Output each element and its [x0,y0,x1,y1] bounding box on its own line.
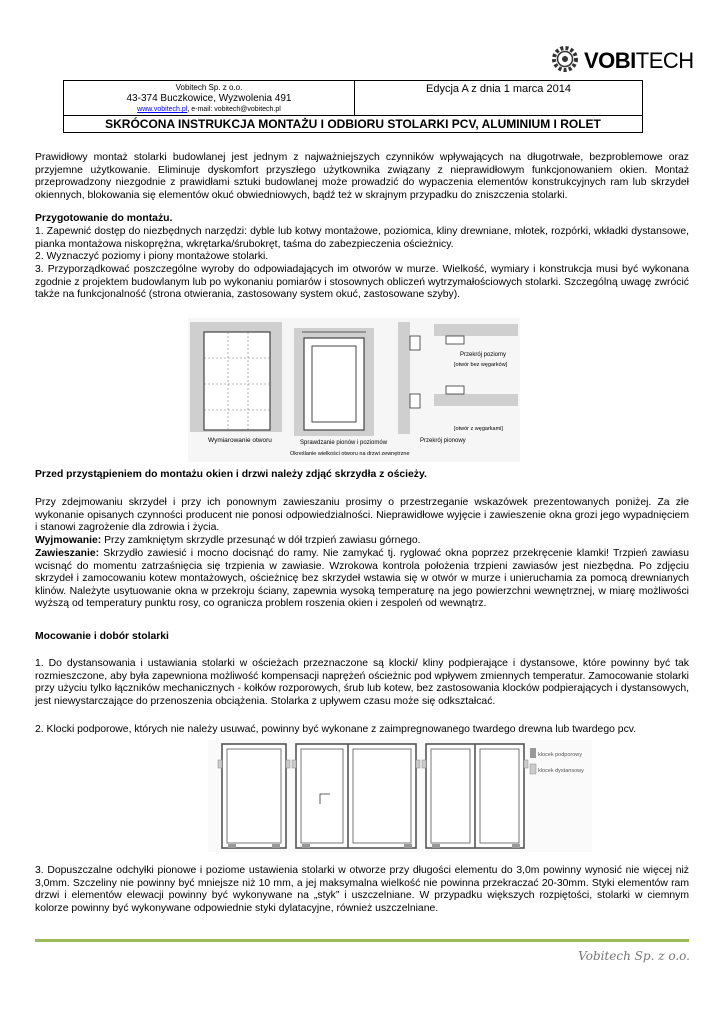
mount-heading: Mocowanie i dobór stolarki [35,631,169,642]
before-paragraph: Przy zdejmowaniu skrzydeł i przy ich ponownym zawieszaniu prosimy o przestrzeganie wskazówek prezentowanych poniżej. Za złe wykonanie opisanych czynności producent nie ponosi odpowiedzialności. Nieprawidłowe wyjęcie i zawieszenie okna grozi jego wypadnięciem i stanowi zagrożenie dla zdrowia i życia. [35,497,689,534]
caption-plumb-check: Sprawdzanie pionów i poziomów [300,440,388,446]
hang-instruction: Zawieszanie: Skrzydło zawiesić i mocno docisnąć do ramy. Nie zamykać tj. ryglować okna poprzez przekręcenie klamki! Trzpień zawiasu wcisnąć do momentu zatrzaśnięcia się trzpienia w zawiasie. Wzrokowa kontrola położenia trzpieni zawiasów jest niezbędna. Po zdjęciu skrzydeł i zamocowaniu kotew montażowych, ościeżnicę bez skrzydeł wstawia się w otwór w murze i unieruchamia za pomocą drewnianych klinów. Należyte usytuowanie okna w przekroju ściany, zapewnia wysoką temperaturę na jego powierzchni wewnętrznej, w miarę możliwości wyższą od temperatury punktu rosy, co ogranicza problem roszenia okien i zespoleń od wewnątrz. [35,548,689,610]
header-table [63,80,643,133]
caption-horizontal-section: Przekrój poziomy [460,352,507,358]
caption-vertical-section: Przekrój pionowy [420,438,466,444]
intro-paragraph: Prawidłowy montaż stolarki budowlanej jest jednym z najważniejszych czynników wpływających na długotrwałe, bezproblemowe oraz przyjemne użytkowanie. Eliminuje dyskomfort przyszłego użytkownika związany z nieprawidłowym funkcjonowaniem okien. Montaż przeprowadzony niezgodnie z prawidłami sztuki budowlanej może prowadzić do wypaczenia elementów konstrukcyjnych ram lub skrzydeł okiennych, blokowania się elementów okuć obwiedniowych, bądź też w skrajnym przypadku do zniszczenia stolarki. [35,152,689,201]
company-name: Vobitech Sp. z o.o. [175,83,243,92]
vobitech-logo [548,42,698,82]
footer-divider [35,939,689,942]
caption-dimensioning: Wymiarowanie otworu [208,437,272,444]
email-text: , e-mail: vobitech@vobitech.pl [187,106,281,113]
before-heading: Przed przystąpieniem do montażu okien i drzwi należy zdjąć skrzydła z ościeży. [35,469,427,480]
prep-item-2: 2. Wyznaczyć poziomy i piony montażowe stolarki. [35,251,269,262]
mount-paragraph-2: 2. Klocki podporowe, których nie należy usuwać, powinny być wykonane z zaimpregnowanego twardego drewna lub twardego pcv. [35,724,637,735]
opening-dimension-figure [188,318,520,462]
prep-heading: Przygotowanie do montażu. [35,213,173,224]
document-title: SKRÓCONA INSTRUKCJA MONTAŻU I ODBIORU STOLARKI PCV, ALUMINIUM I ROLET [64,116,643,133]
caption-with-rebate: [otwór z węgarkami] [454,426,503,432]
prep-item-1: 1. Zapewnić dostęp do niezbędnych narzędzi: dyble lub kotwy montażowe, poziomica, kliny drewniane, młotek, rozpórki, wkładki dystansowe, pianka montażowa niskoprężna, wkrętarka/śrubokręt, taśma do zabezpieczenia ościeżnicy. [35,226,689,250]
footer-company: Vobitech Sp. z o.o. [578,949,690,963]
logo-text: VOBITECH [584,48,694,73]
website-link[interactable]: www.vobitech.pl [137,106,188,113]
support-blocks-figure [208,740,592,852]
caption-door-opening: Określanie wielkości otworu na drzwi zewnętrzne [290,451,410,457]
prep-item-3: 3. Przyporządkować poszczególne wyroby do odpowiadających im otworów w murze. Wielkość, wymiary i konstrukcja musi być wykonana zgodnie z projektem budowlanym lub po wykonaniu pomiarów i stosownych obliczeń wytrzymałościowych stolarki. Szczególną uwagę zwrócić także na funkcjonalność (strona otwierania, zastosowany system okuć, zastosowane szyby). [35,264,689,301]
gear-icon [548,42,582,76]
remove-instruction: Wyjmowanie: Przy zamkniętym skrzydle przesunąć w dół trzpień zawiasu górnego. [35,535,421,546]
edition-info: Edycja A z dnia 1 marca 2014 [355,81,643,116]
caption-no-rebate: [otwór bez węgarków] [454,362,508,368]
mount-paragraph-3: 3. Dopuszczalne odchyłki pionowe i poziome ustawienia stolarki w otworze przy długości elementu do 3,0m powinny wynosić nie więcej niż 3,0mm. Szczeliny nie powinny być mniejsze niż 10 mm, a jej maksymalna wielkość nie powinna przekraczać 20-30mm. Styki elementów ram drzwi i elementów elewacji powinny być wykonywane na „styk” i uszczelniane. W przypadku większych rozpiętości, stolarki w ciemnym kolorze powinny być wykonywane odpowiednie styki dylatacyjne, również uszczelniane. [35,865,689,914]
legend-spacer-block: klocek dystansowy [538,768,584,774]
company-info [64,81,355,116]
mount-paragraph-1: 1. Do dystansowania i ustawiania stolarki w ościeżach przeznaczone są klocki/ kliny podpierające i dystansowe, które powinny być tak rozmieszczone, aby była zapewniona możliwość kompensacji naprężeń ościeżnic pod wpływem zmiennych temperatur. Zamocowanie stolarki przy użyciu tylko łączników mechanicznych - kołków rozporowych, śrub lub kotew, bez zastosowania klocków podpierających i dystansowych, jest niewystarczające do przenoszenia obciążenia. Stolarka z upływem czasu może się odkształcać. [35,658,689,707]
legend-support-block: klocek podporowy [538,752,583,758]
company-address: 43-374 Buczkowice, Wyzwolenia 491 [126,93,292,104]
